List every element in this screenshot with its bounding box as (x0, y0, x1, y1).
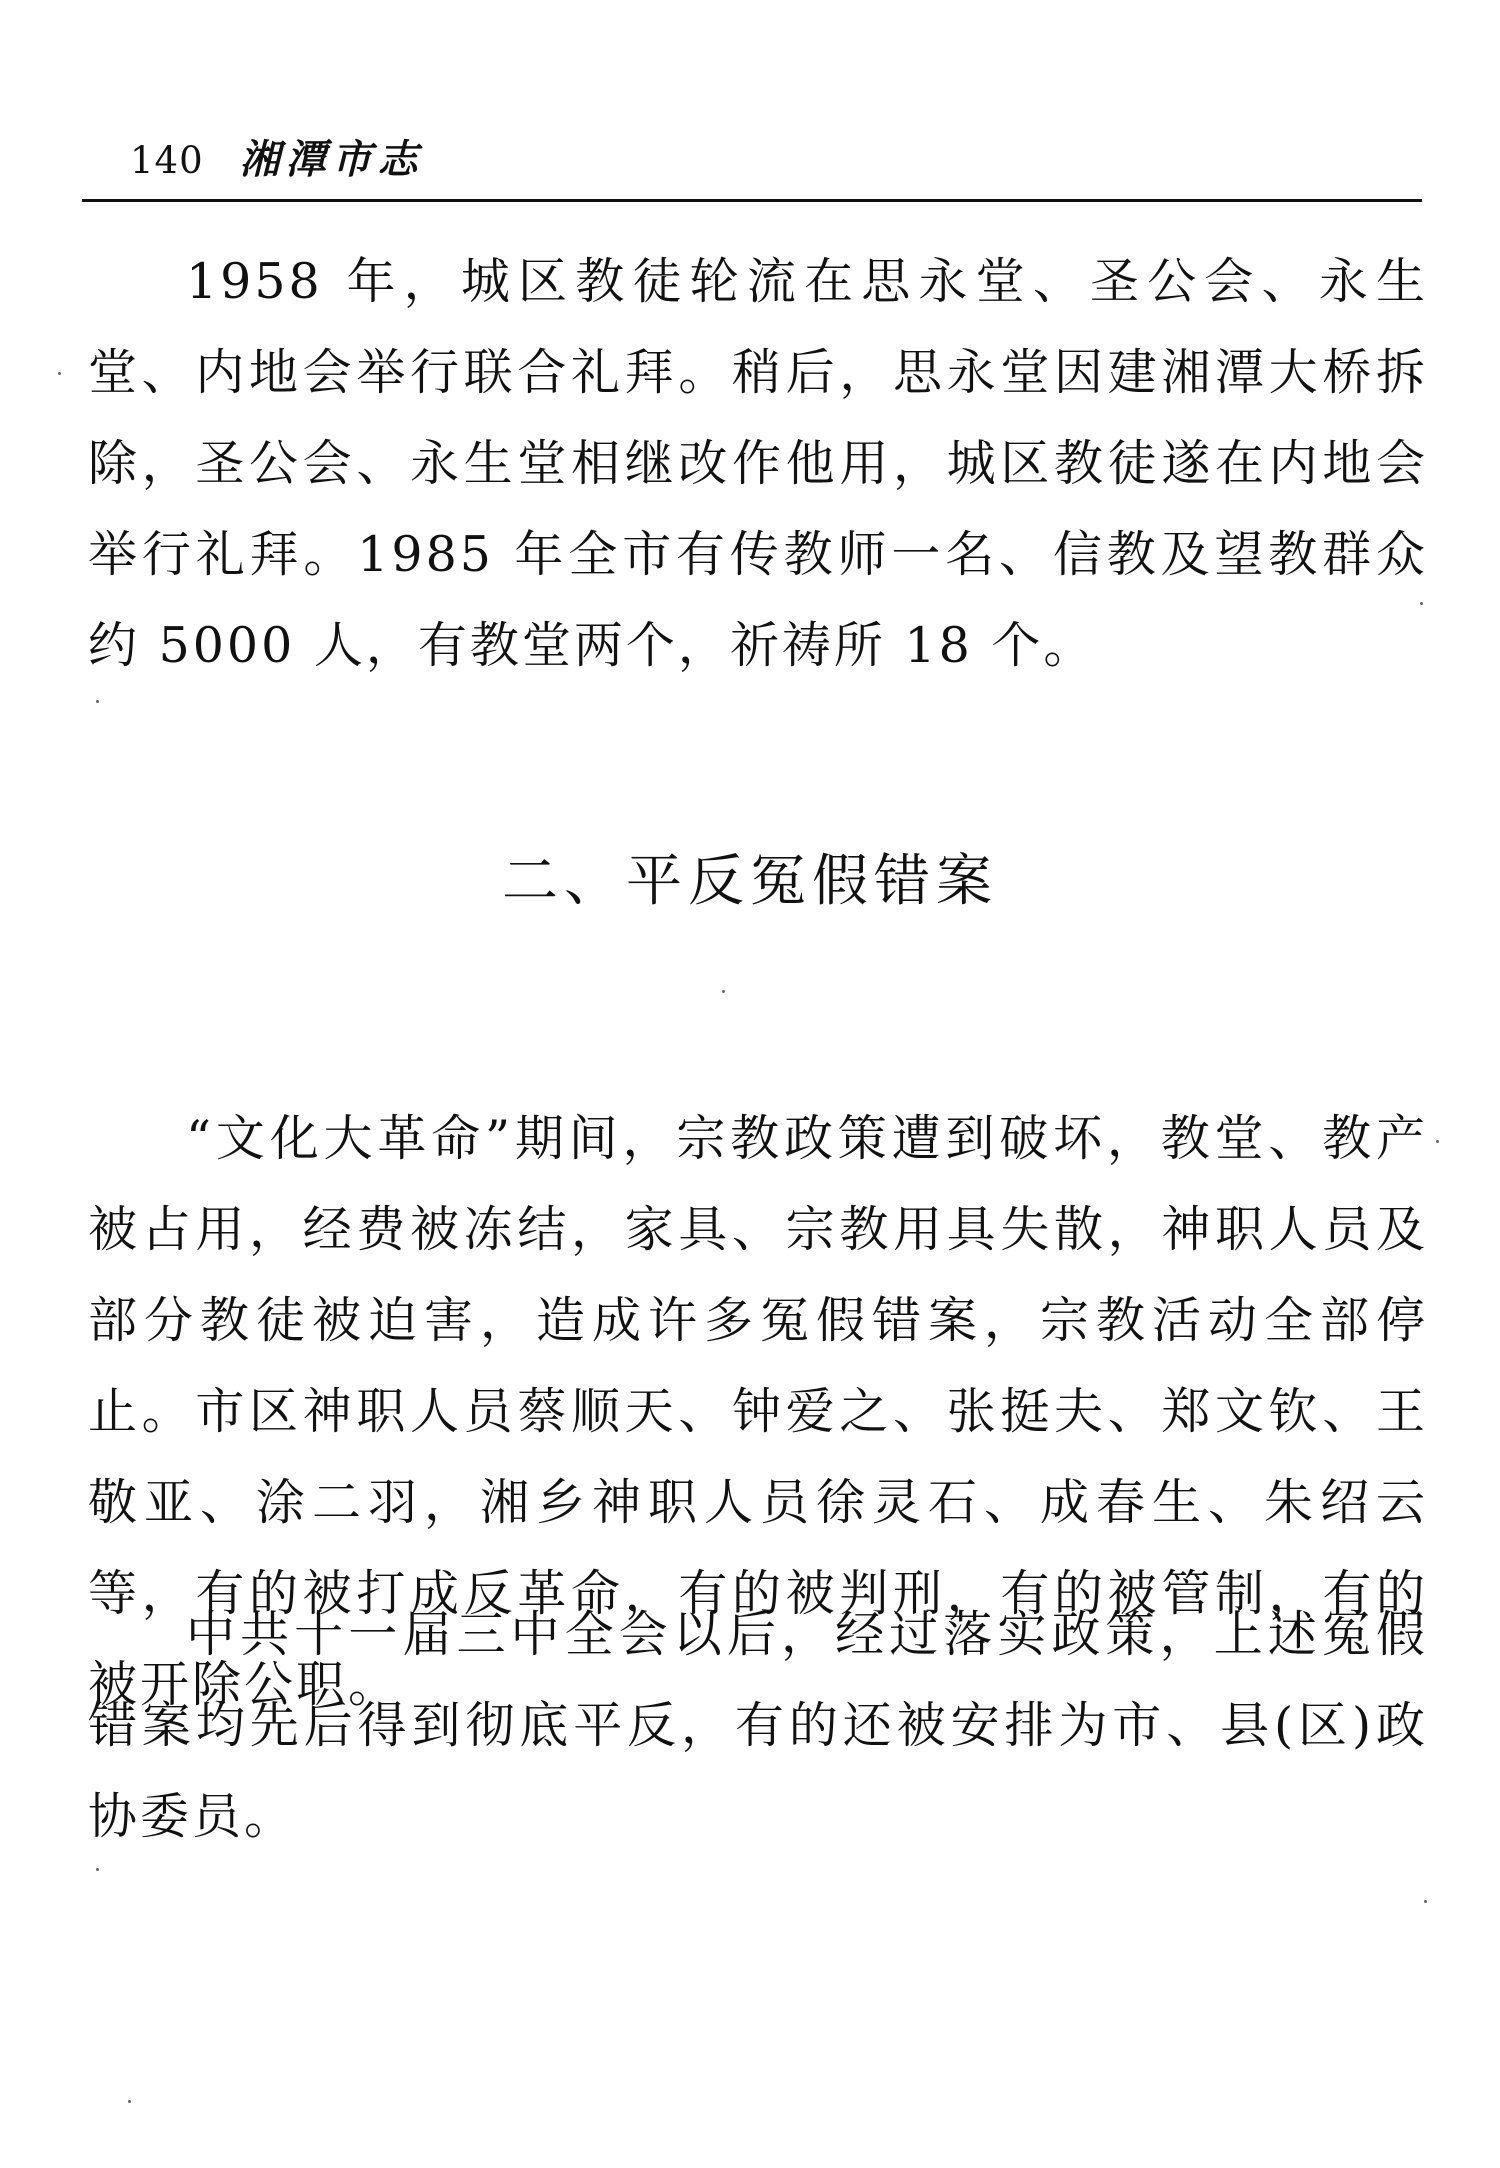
page-number: 140 (130, 139, 204, 182)
scan-speck (96, 1868, 99, 1871)
running-header (130, 128, 424, 188)
scan-speck (128, 2100, 131, 2103)
body-paragraph: “文化大革命”期间，宗教政策遭到破坏，教堂、教产被占用，经费被冻结，家具、宗教用具失散，神职人员及部分教徒被迫害，造成许多冤假错案，宗教活动全部停止。市区神职人员蔡顺天、钟爱之、张挺夫、郑文钦、王敬亚、涂二羽，湘乡神职人员徐灵石、成春生、朱绍云等，有的被打成反革命，有的被判刑，有的被管制，有的被开除公职。 (88, 1110, 1428, 1713)
scan-speck (1436, 1140, 1439, 1143)
book-title: 湘潭市志 (239, 136, 424, 183)
scan-speck (58, 372, 61, 375)
section-heading: 二、平反冤假错案 (502, 849, 998, 914)
scan-speck (722, 990, 725, 993)
body-paragraph: 中共十一届三中全会以后，经过落实政策，上述冤假错案均先后得到彻底平反，有的还被安排为市、县(区)政协委员。 (88, 1606, 1428, 1845)
scan-speck (96, 700, 99, 703)
scan-speck (1424, 1900, 1427, 1903)
body-paragraph: 1958 年，城区教徒轮流在思永堂、圣公会、永生堂、内地会举行联合礼拜。稍后，思永堂因建湘潭大桥拆除，圣公会、永生堂相继改作他用，城区教徒遂在内地会举行礼拜。1985 年全市有传教师一名、信教及望教群众约 5000 人，有教堂两个，祈祷所 18 个。 (88, 253, 1428, 674)
scan-speck (1420, 602, 1423, 605)
header-rule (82, 199, 1422, 202)
